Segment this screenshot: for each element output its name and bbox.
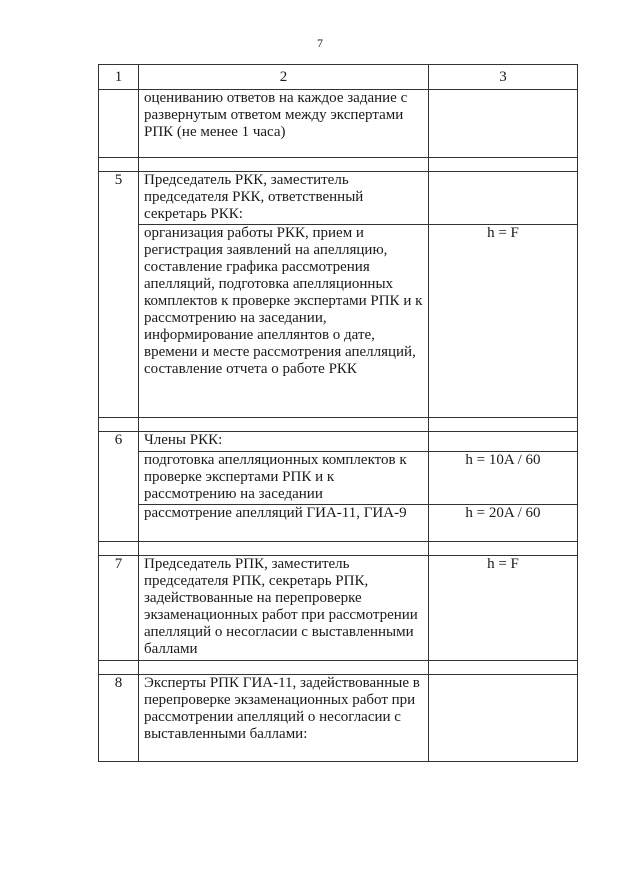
row-formula-cell: h = F [429,556,578,661]
row-title-cell: Председатель РПК, заместитель председателя РПК, секретарь РПК, задействованные на перепроверке экзаменационных работ при рассмотрении апелляций о несогласии с выставленными баллами [139,556,429,661]
norms-table [98,64,578,762]
row-number-cell: 6 [99,432,139,542]
row-number-cell: 5 [99,172,139,418]
row-title-cell: Председатель РКК, заместитель председателя РКК, ответственный секретарь РКК: [139,172,429,225]
row-task-cell: организация работы РКК, прием и регистрация заявлений на апелляцию, составление графика рассмотрения апелляций, подготовка апелляционных комплектов к проверке экспертами РПК и к рассмотрению на заседании, информирование апеллянтов о дате, времени и месте рассмотрения апелляций, составление отчета о работе РКК [139,225,429,418]
row-task-cell: подготовка апелляционных комплектов к проверке экспертами РПК и к рассмотрению на заседании [139,452,429,505]
table-row [99,556,578,661]
table-row [99,172,578,225]
row-formula-cell: h = 20A / 60 [429,505,578,542]
table-row [99,418,578,432]
row-text-cell: оцениванию ответов на каждое задание с развернутым ответом между экспертами РПК (не менее 1 часа) [139,90,429,158]
header-col-1: 1 [99,65,139,90]
header-col-3: 3 [429,65,578,90]
table-row [99,542,578,556]
table-row [99,158,578,172]
row-formula-cell: h = F [429,225,578,418]
table-row [99,661,578,675]
table-row [99,675,578,762]
page-number: 7 [317,36,323,50]
row-number-cell: 7 [99,556,139,661]
row-formula-cell [429,172,578,225]
row-task-cell: рассмотрение апелляций ГИА-11, ГИА-9 [139,505,429,542]
table-row [99,452,578,505]
table-header-row [99,65,578,90]
row-title-cell: Члены РКК: [139,432,429,452]
table-row [99,432,578,452]
table-row [99,90,578,158]
header-col-2: 2 [139,65,429,90]
table-row [99,505,578,542]
row-number-cell [99,90,139,158]
row-number-cell: 8 [99,675,139,762]
row-formula-cell [429,432,578,452]
table-row [99,225,578,418]
row-formula-cell: h = 10A / 60 [429,452,578,505]
row-title-cell: Эксперты РПК ГИА-11, задействованные в перепроверке экзаменационных работ при рассмотрении апелляций о несогласии с выставленными баллами: [139,675,429,762]
row-formula-cell [429,90,578,158]
row-formula-cell [429,675,578,762]
